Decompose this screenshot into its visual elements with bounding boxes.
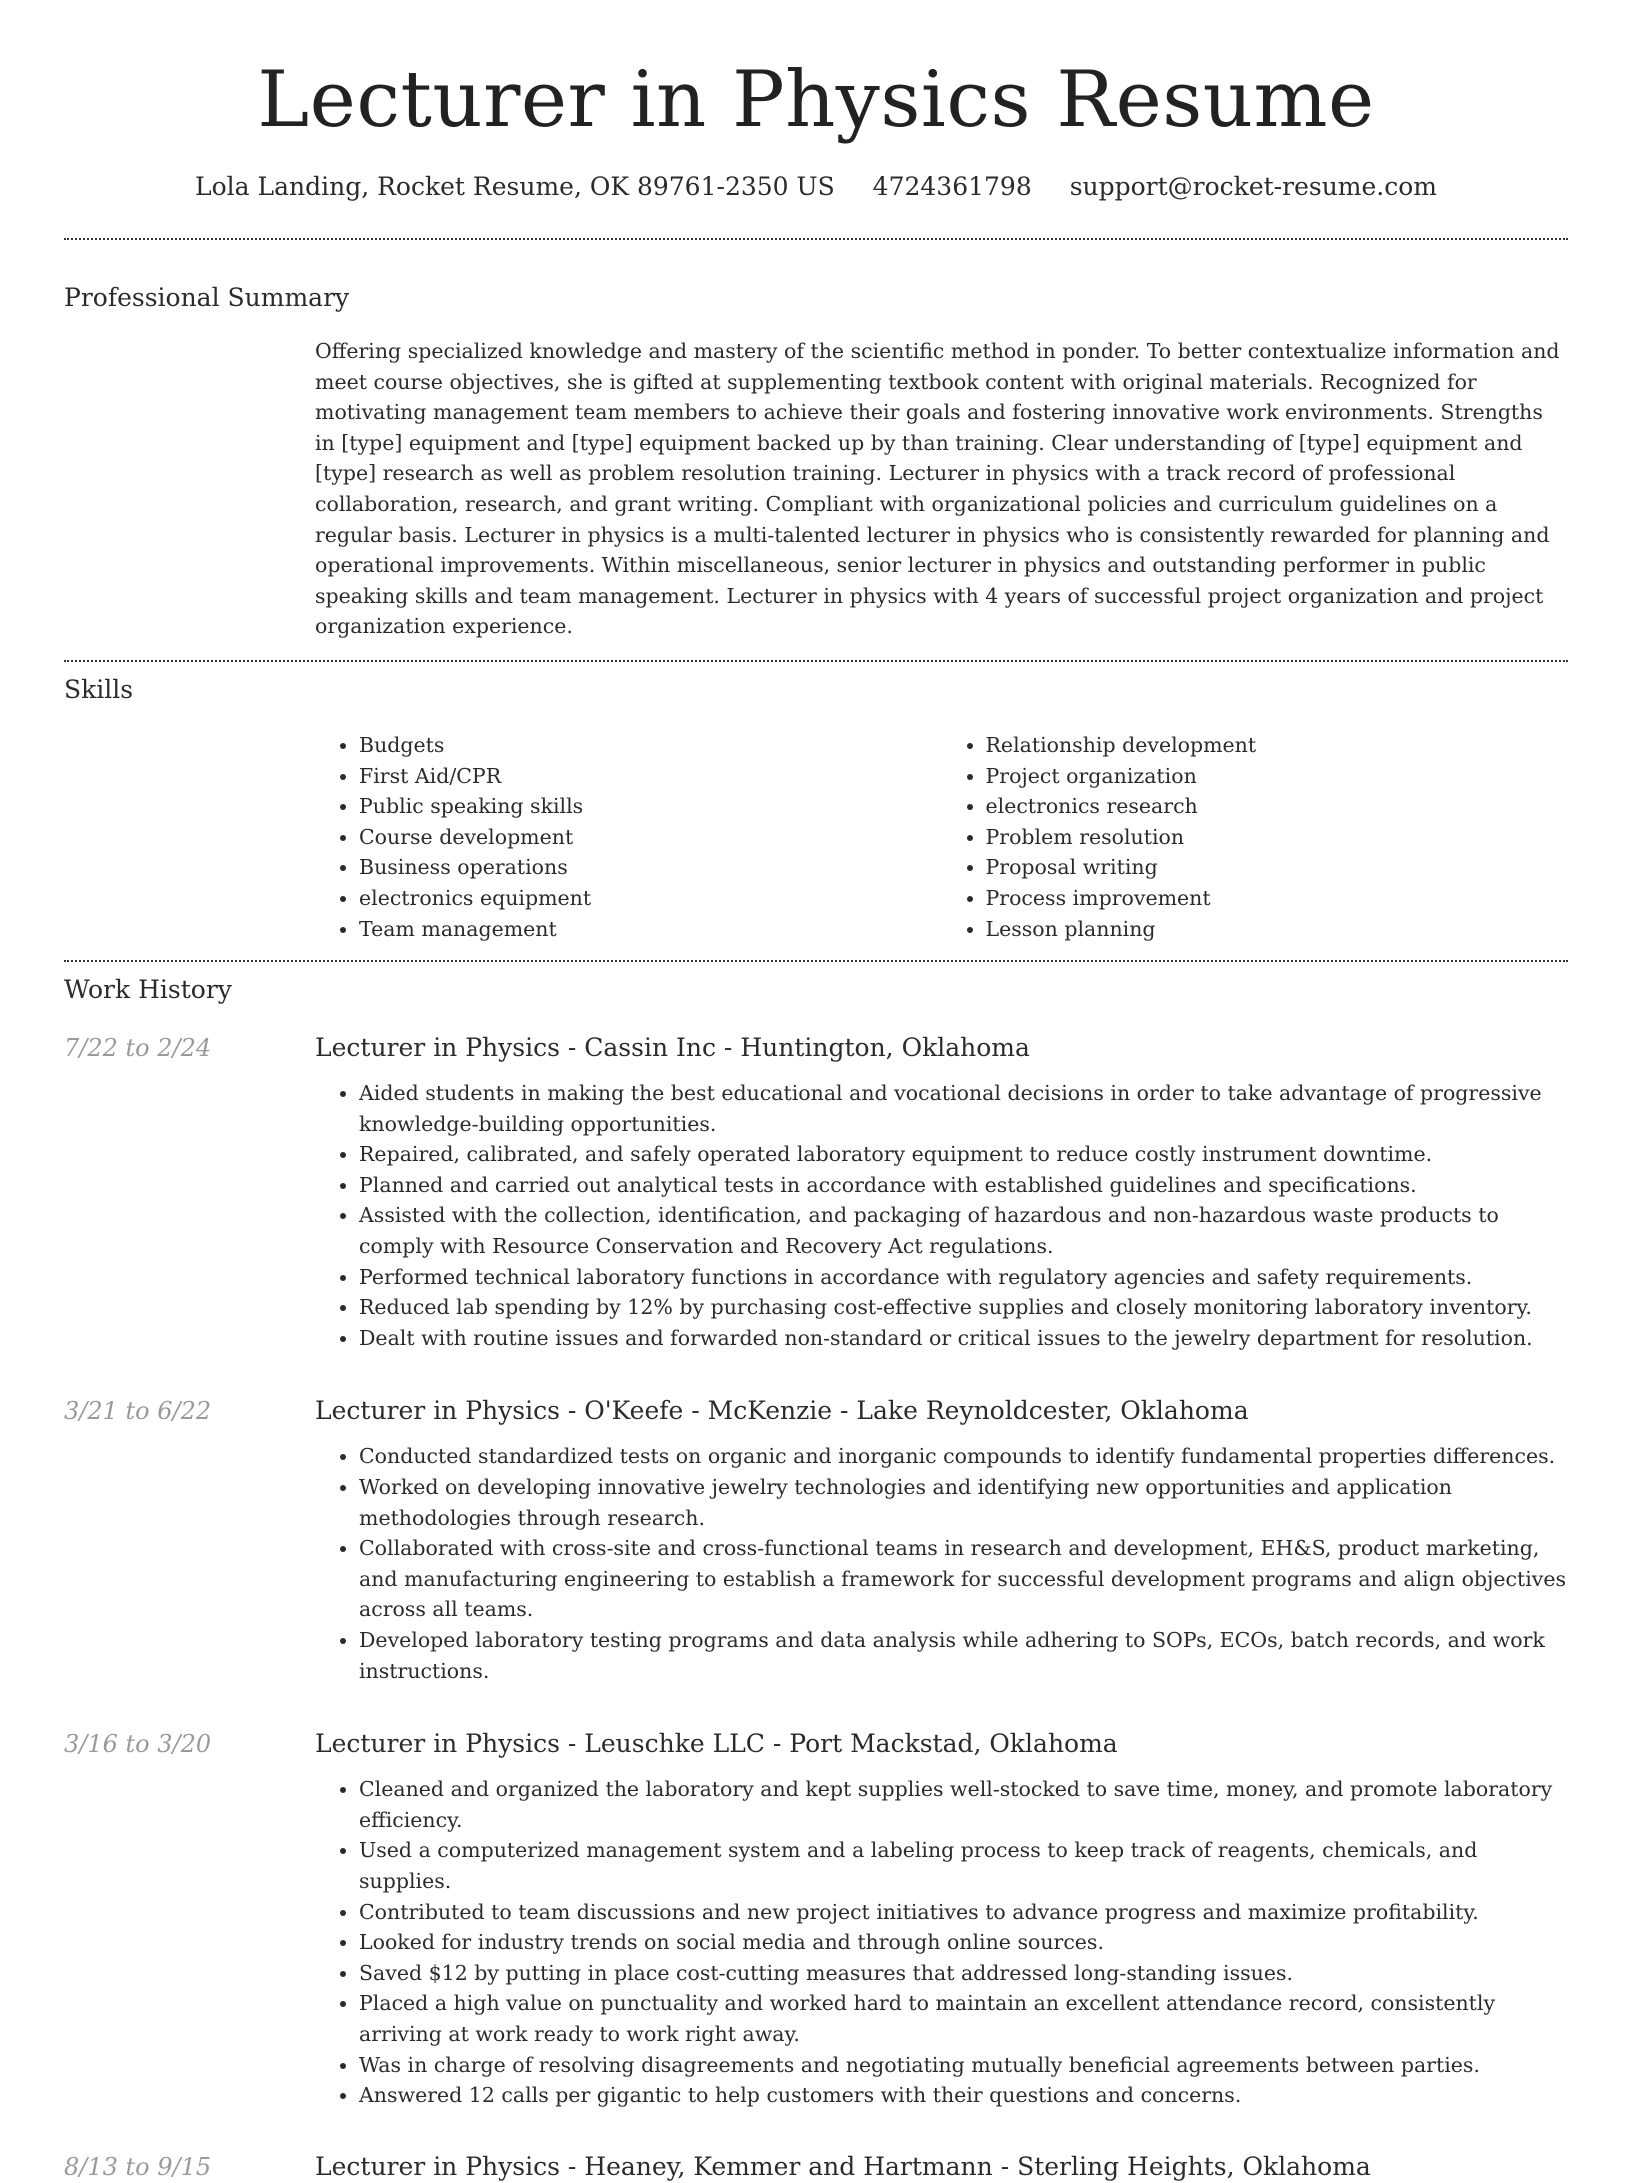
skill-item: • Lesson planning (986, 914, 1569, 945)
summary-section (64, 282, 1568, 642)
summary-text: Offering specialized knowledge and mastery of the scientific method in ponder. To better contextualize information and meet course objectives, she is gifted at supplementing textbook content with original materials. Recognized for motivating management team members to achieve their goals and fostering innovative work environments. Strengths in [type] equipment and [type] equipment backed up by than training. Clear understanding of [type] equipment and [type] research as well as problem resolution training. Lecturer in physics with a track record of professional collaboration, research, and grant writing. Compliant with organizational policies and curriculum guidelines on a regular basis. Lecturer in physics is a multi-talented lecturer in physics who is consistently rewarded for planning and operational improvements. Within miscellaneous, senior lecturer in physics and outstanding performer in public speaking skills and team management. Lecturer in physics with 4 years of successful project organization and project organization experience. (315, 339, 1560, 639)
job-body (315, 2151, 1568, 2183)
job-bullet-list (315, 1078, 1568, 1353)
job-bullet: • Aided students in making the best educational and vocational decisions in order to take advantage of progressive knowledge-building opportunities. (359, 1078, 1568, 1139)
job-body (315, 1728, 1568, 2111)
job-entry (64, 1395, 1568, 1686)
skills-list-left (315, 730, 942, 944)
resume-page (64, 0, 1568, 2181)
job-bullet: • Placed a high value on punctuality and worked hard to maintain an excellent attendance record, consistently arriving at work ready to work right away. (359, 1988, 1568, 2049)
job-bullet: • Worked on developing innovative jewelry technologies and identifying new opportunities and application methodologies through research. (359, 1472, 1568, 1533)
resume-title: Lecturer in Physics Resume (257, 55, 1375, 145)
skill-item: • Course development (359, 822, 942, 853)
skill-item: • Budgets (359, 730, 942, 761)
contact-address: Lola Landing, Rocket Resume, OK 89761-2350 US (194, 172, 835, 201)
job-bullet: • Saved $12 by putting in place cost-cutting measures that addressed long-standing issues. (359, 1958, 1568, 1989)
job-title: Lecturer in Physics - O'Keefe - McKenzie - Lake Reynoldcester, Oklahoma (315, 1396, 1249, 1426)
work-history-heading: Work History (64, 975, 232, 1005)
job-bullet-list (315, 1774, 1568, 2111)
job-bullet: • Assisted with the collection, identification, and packaging of hazardous and non-hazardous waste products to comply with Resource Conservation and Recovery Act regulations. (359, 1200, 1568, 1261)
job-title: Lecturer in Physics - Cassin Inc - Huntington, Oklahoma (315, 1033, 1030, 1063)
skills-grid (315, 730, 1568, 944)
job-dates: 8/13 to 9/15 (64, 2152, 212, 2181)
work-history-section (64, 974, 1568, 2183)
skill-item: • Team management (359, 914, 942, 945)
job-bullet: • Was in charge of resolving disagreements and negotiating mutually beneficial agreements between parties. (359, 2050, 1568, 2081)
job-bullet-list (315, 1441, 1568, 1686)
skill-item: • Problem resolution (986, 822, 1569, 853)
skill-item: • Business operations (359, 852, 942, 883)
job-bullet: • Planned and carried out analytical tests in accordance with established guidelines and specifications. (359, 1170, 1568, 1201)
skill-item: • Project organization (986, 761, 1569, 792)
job-bullet: • Collaborated with cross-site and cross-functional teams in research and development, EH&S, product marketing, and manufacturing engineering to establish a framework for successful development programs and align objectives across all teams. (359, 1533, 1568, 1625)
job-entry (64, 2151, 1568, 2183)
section-divider (64, 660, 1568, 662)
skill-item: • Public speaking skills (359, 791, 942, 822)
job-entry (64, 1728, 1568, 2111)
skill-item: • First Aid/CPR (359, 761, 942, 792)
job-dates: 3/21 to 6/22 (64, 1397, 212, 1426)
job-title: Lecturer in Physics - Heaney, Kemmer and Hartmann - Sterling Heights, Oklahoma (315, 2151, 1371, 2181)
job-body (315, 1032, 1568, 1353)
job-bullet: • Cleaned and organized the laboratory and kept supplies well-stocked to save time, money, and promote laboratory efficiency. (359, 1774, 1568, 1835)
job-title: Lecturer in Physics - Leuschke LLC - Port Mackstad, Oklahoma (315, 1729, 1118, 1759)
job-bullet: • Repaired, calibrated, and safely operated laboratory equipment to reduce costly instrument downtime. (359, 1139, 1568, 1170)
job-body (315, 1395, 1568, 1686)
job-bullet: • Dealt with routine issues and forwarded non-standard or critical issues to the jewelry department for resolution. (359, 1323, 1568, 1354)
skills-section (64, 674, 1568, 944)
job-bullet: • Reduced lab spending by 12% by purchasing cost-effective supplies and closely monitoring laboratory inventory. (359, 1292, 1568, 1323)
contact-line (64, 170, 1568, 204)
job-bullet: • Performed technical laboratory functions in accordance with regulatory agencies and safety requirements. (359, 1262, 1568, 1293)
skill-item: • Proposal writing (986, 852, 1569, 883)
skills-heading: Skills (64, 674, 134, 704)
job-bullet: • Looked for industry trends on social media and through online sources. (359, 1927, 1568, 1958)
job-bullet: • Answered 12 calls per gigantic to help customers with their questions and concerns. (359, 2080, 1568, 2111)
section-divider (64, 960, 1568, 962)
job-bullet: • Used a computerized management system and a labeling process to keep track of reagents, chemicals, and supplies. (359, 1835, 1568, 1896)
skill-item: • Process improvement (986, 883, 1569, 914)
contact-email: support@rocket-resume.com (1069, 172, 1437, 201)
contact-phone: 4724361798 (872, 172, 1032, 201)
job-bullet: • Conducted standardized tests on organic and inorganic compounds to identify fundamental properties differences. (359, 1441, 1568, 1472)
job-bullet: • Contributed to team discussions and new project initiatives to advance progress and maximize profitability. (359, 1897, 1568, 1928)
job-entry (64, 1032, 1568, 1353)
skills-list-right (942, 730, 1569, 944)
skill-item: • electronics research (986, 791, 1569, 822)
section-divider (64, 238, 1568, 240)
job-bullet: • Developed laboratory testing programs and data analysis while adhering to SOPs, ECOs, batch records, and work instructions. (359, 1625, 1568, 1686)
summary-heading: Professional Summary (64, 283, 350, 312)
job-dates: 3/16 to 3/20 (64, 1730, 212, 1759)
skill-item: • Relationship development (986, 730, 1569, 761)
skill-item: • electronics equipment (359, 883, 942, 914)
job-dates: 7/22 to 2/24 (64, 1034, 212, 1063)
